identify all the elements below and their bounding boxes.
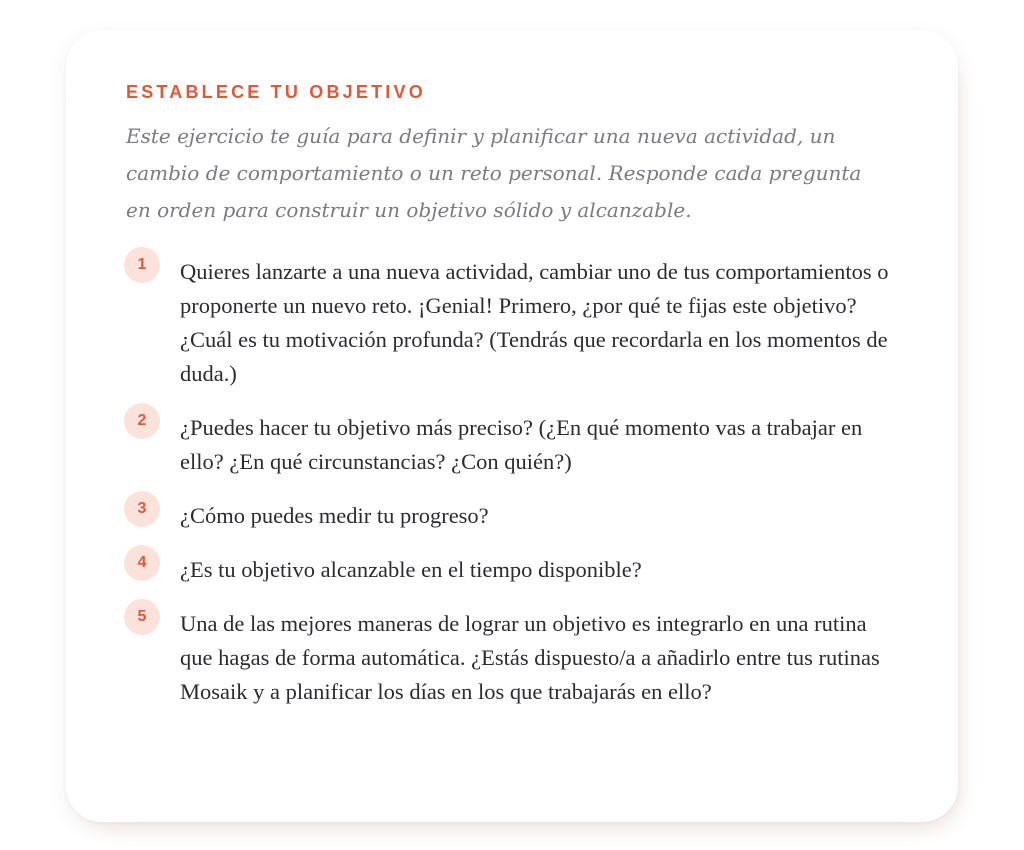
step-item <box>126 553 898 587</box>
step-number-badge: 3 <box>124 491 160 527</box>
step-number-badge: 4 <box>124 545 160 581</box>
step-text: Quieres lanzarte a una nueva actividad, cambiar uno de tus comportamientos o proponerte un nuevo reto. ¡Genial! Primero, ¿por qué te fijas este objetivo? ¿Cuál es tu motivación profunda? (Tendrás que recordarla en los momentos de duda.) <box>180 259 889 386</box>
steps-list <box>126 255 898 709</box>
step-item <box>126 411 898 479</box>
step-number-badge: 2 <box>124 403 160 439</box>
step-item <box>126 607 898 709</box>
step-text: ¿Es tu objetivo alcanzable en el tiempo disponible? <box>180 557 642 582</box>
step-number-badge: 1 <box>124 247 160 283</box>
step-text: Una de las mejores maneras de lograr un objetivo es integrarlo en una rutina que hagas de forma automática. ¿Estás dispuesto/a a añadirlo entre tus rutinas Mosaik y a planificar los días en los que trabajarás en ello? <box>180 611 880 704</box>
section-title: ESTABLECE TU OBJETIVO <box>126 82 426 102</box>
step-number-badge: 5 <box>124 599 160 635</box>
step-item <box>126 499 898 533</box>
step-item <box>126 255 898 391</box>
objective-card <box>66 30 958 822</box>
intro-text: Este ejercicio te guía para definir y planificar una nueva actividad, un cambio de comportamiento o un reto personal. Responde cada pregunta en orden para construir un objetivo sólido y alcanzable. <box>126 124 862 222</box>
step-text: ¿Puedes hacer tu objetivo más preciso? (¿En qué momento vas a trabajar en ello? ¿En qué circunstancias? ¿Con quién?) <box>180 415 863 474</box>
step-text: ¿Cómo puedes medir tu progreso? <box>180 503 489 528</box>
